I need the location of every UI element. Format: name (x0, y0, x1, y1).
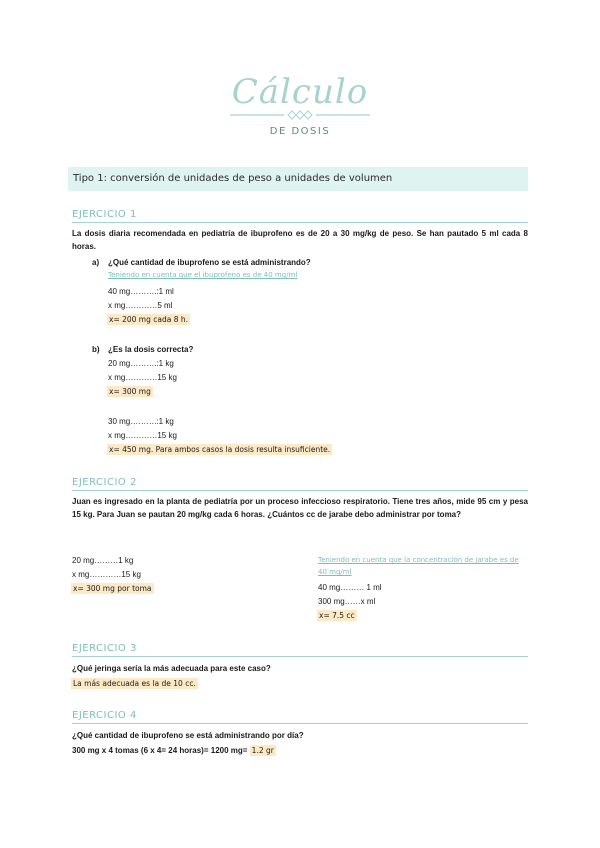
item-a-line-1: 40 mg……….:1 ml (108, 287, 174, 296)
ex2-right-line-2: 300 mg……x ml (318, 597, 376, 606)
item-a-answer: x= 200 mg cada 8 h. (109, 315, 189, 324)
exercise-4-calc-text: 300 mg x 4 tomas (6 x 4= 24 horas)= 1200 mg= (72, 746, 248, 755)
document-subtitle: DE DOSIS (269, 126, 331, 137)
exercise-4-calc (72, 745, 276, 756)
section-type-bar: Tipo 1: conversión de unidades de peso a unidades de volumen (68, 167, 528, 191)
ex2-right-line-1: 40 mg……… 1 ml (318, 583, 382, 592)
exercise-4-question: ¿Qué cantidad de ibuprofeno se está administrando por día? (72, 731, 304, 740)
exercise-4-answer: 1.2 gr (251, 746, 274, 755)
document-title: Cálculo (231, 72, 369, 112)
exercise-2-heading: EJERCICIO 2 (72, 477, 528, 491)
item-a-line-2: x mg…………5 ml (108, 301, 173, 310)
item-a-question: ¿Qué cantidad de ibuprofeno se está administrando? (108, 258, 311, 267)
item-b-answer-1: x= 300 mg (109, 387, 151, 396)
divider-ornament (230, 108, 370, 122)
item-b-answer-2: x= 450 mg. Para ambos casos la dosis resulta insuficiente. (109, 445, 331, 454)
exercise-3-question: ¿Qué jeringa sería la más adecuada para este caso? (72, 664, 271, 673)
item-a-note: Teniendo en cuenta que el ibuprofeno es de 40 mg/ml (108, 271, 298, 279)
exercise-1-heading: EJERCICIO 1 (72, 209, 528, 223)
ex2-left-line-2: x mg…………15 kg (72, 570, 141, 579)
item-b-line-1: 20 mg……….:1 kg (108, 359, 174, 368)
exercise-4-heading: EJERCICIO 4 (72, 710, 528, 724)
ex2-right-answer: x= 7.5 cc (319, 611, 355, 620)
exercise-3-heading: EJERCICIO 3 (72, 643, 528, 657)
ex2-left-answer: x= 300 mg por toma (73, 584, 152, 593)
item-b-line-2: x mg…………15 kg (108, 373, 177, 382)
item-b-line-4: x mg…………15 kg (108, 431, 177, 440)
exercise-1-statement: La dosis diaria recomendada en pediatría de ibuprofeno es de 20 a 30 mg/kg de peso. Se han pautado 5 ml cada 8 horas. (72, 229, 528, 251)
item-b-question: ¿Es la dosis correcta? (108, 345, 194, 354)
exercise-3-answer: La más adecuada es la de 10 cc. (73, 679, 196, 688)
item-b-label: b) (92, 345, 100, 354)
exercise-2-statement: Juan es ingresado en la planta de pediatría por un proceso infeccioso respiratorio. Tiene tres años, mide 95 cm y pesa 15 kg. Para Juan se pautan 20 mg/kg cada 6 horas. ¿Cuántos cc de jarabe debo administrar por toma? (72, 497, 528, 519)
ex2-left-line-1: 20 mg………1 kg (72, 556, 134, 565)
item-a-label: a) (92, 258, 100, 267)
ex2-right-note: Teniendo en cuenta que la concentración de jarabe es de 40 mg/ml (318, 556, 519, 576)
item-b-line-3: 30 mg……….:1 kg (108, 417, 174, 426)
